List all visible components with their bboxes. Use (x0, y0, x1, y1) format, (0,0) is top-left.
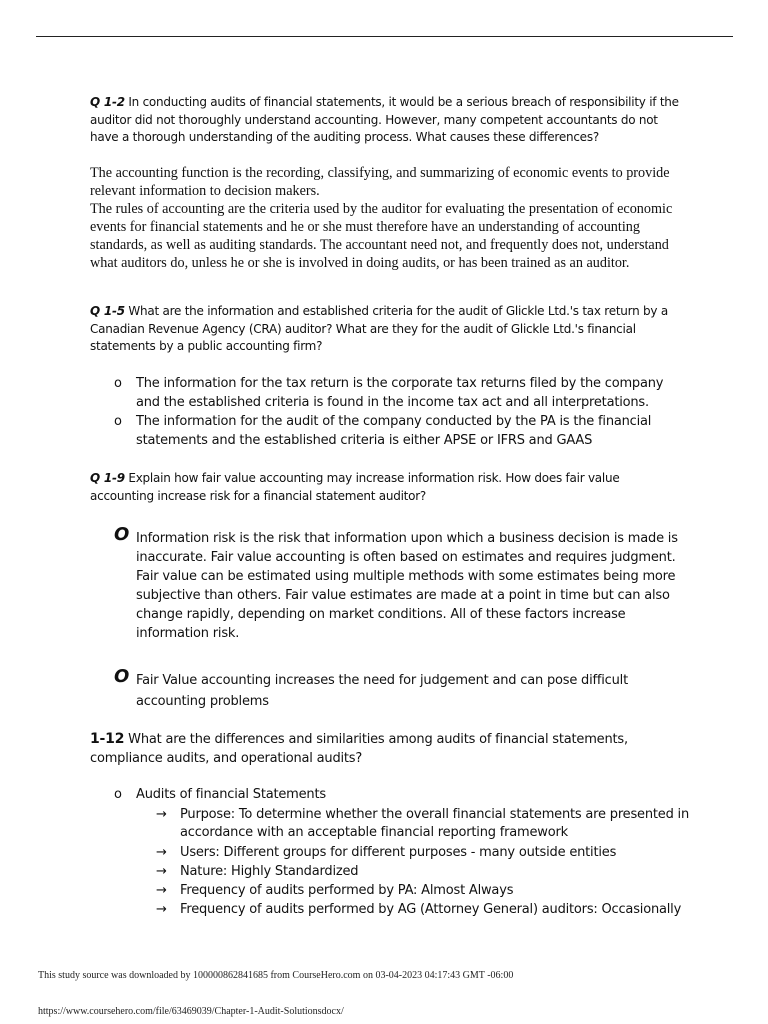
circle-bullet-icon: o (114, 414, 122, 429)
list-item: O Information risk is the risk that information upon which a business decision is made is inaccurate. Fair value accounting is often based on estimates and requires judgment. Fair value can be estimated using multiple methods with some estimates being more subjective than others. Fair value estimates are made at a point in time but can also change rapidly, depending on market conditions. All of these factors increase information risk. (114, 524, 678, 641)
question-label: Q 1-5 (90, 304, 125, 318)
download-notice: This study source was downloaded by 100000862841685 from CourseHero.com on 03-04-2023 04:17:43 GMT -06:00 (38, 970, 514, 981)
circle-bullet-icon: O (114, 524, 130, 545)
top-rule (36, 36, 733, 37)
question-label: Q 1-9 (90, 471, 125, 485)
source-url[interactable]: https://www.coursehero.com/file/63469039/Chapter-1-Audit-Solutionsdocx/ (38, 1006, 344, 1017)
list-item: o The information for the audit of the company conducted by the PA is the financial statements and the established criteria is either APSE or IFRS and GAAS (114, 414, 652, 448)
arrow-bullet-icon: → (156, 883, 167, 898)
arrow-bullet-icon: → (156, 864, 167, 879)
arrow-bullet-icon: → (156, 807, 167, 822)
question-text: In conducting audits of financial statements, it would be a serious breach of responsibility if the auditor did not thoroughly understand accounting. However, many competent accountants do not have a thorough understanding of the auditing process. What causes these differences? (90, 95, 679, 144)
list-item: → Nature: Highly Standardized (156, 864, 359, 879)
list-item: o The information for the tax return is the corporate tax returns filed by the company and the established criteria is found in the income tax act and all interpretations. (114, 376, 664, 410)
list-item: O Fair Value accounting increases the need for judgement and can pose difficult accounting problems (114, 666, 628, 709)
question-1-5 (90, 303, 680, 356)
question-text: Explain how fair value accounting may increase information risk. How does fair value accounting increase risk for a financial statement auditor? (90, 471, 620, 503)
question-text: What are the differences and similarities among audits of financial statements, compliance audits, and operational audits? (90, 732, 628, 766)
answer-paragraph: The rules of accounting are the criteria used by the auditor for evaluating the presentation of economic events for financial statements and he or she must therefore have an understanding of accounting standards, as well as auditing standards. The accountant need not, and frequently does not, understand what auditors do, unless he or she is involved in doing audits, or has been trained as an auditor. (90, 201, 673, 271)
question-text: What are the information and established criteria for the audit of Glickle Ltd.'s tax return by a Canadian Revenue Agency (CRA) auditor? What are they for the audit of Glickle Ltd.'s financial statements by a public accounting firm? (90, 304, 668, 353)
list-item: o Audits of financial Statements (114, 787, 326, 802)
answer-paragraph: The accounting function is the recording, classifying, and summarizing of economic events to provide relevant information to decision makers. (90, 165, 670, 199)
arrow-bullet-icon: → (156, 902, 167, 917)
question-label: 1-12 (90, 731, 125, 747)
question-1-9 (90, 470, 680, 505)
answer-1-2 (90, 164, 680, 272)
list-item: → Users: Different groups for different purposes - many outside entities (156, 845, 617, 860)
arrow-bullet-icon: → (156, 845, 167, 860)
circle-bullet-icon: O (114, 666, 130, 687)
list-item: → Frequency of audits performed by PA: Almost Always (156, 883, 514, 898)
list-item: → Frequency of audits performed by AG (Attorney General) auditors: Occasionally (156, 902, 682, 917)
circle-bullet-icon: o (114, 376, 122, 391)
question-1-12 (90, 730, 680, 768)
question-label: Q 1-2 (90, 95, 125, 109)
circle-bullet-icon: o (114, 787, 122, 802)
question-1-2 (90, 94, 680, 147)
list-item: → Purpose: To determine whether the overall financial statements are presented in accordance with an acceptable financial reporting framework (156, 807, 690, 840)
